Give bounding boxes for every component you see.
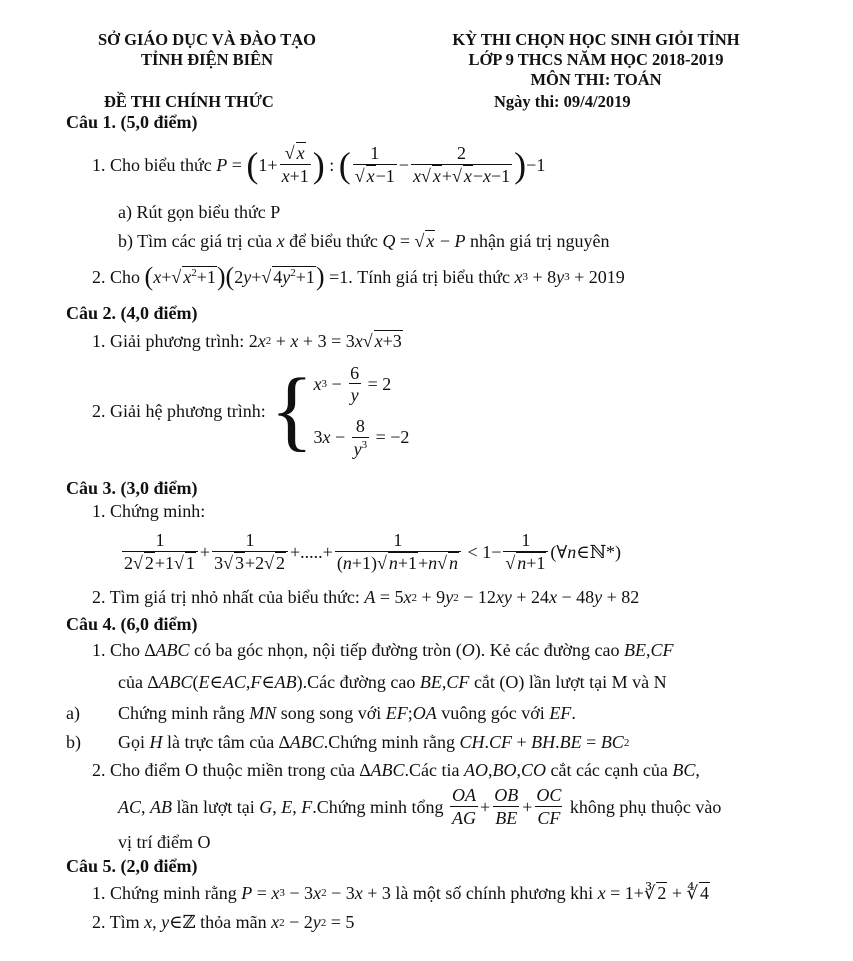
q1-part1b-pre: b) Tìm các giá trị của <box>118 230 273 251</box>
q4-p2-l1c: cắt các cạnh của <box>550 760 668 780</box>
q1-part1: 1. Cho biểu thức P = ( 1+ $\frac{√ x}{x+1}$ ) : ( $\frac{1}{√ x-1}$ − $\frac{2}{x√ x+√ x-x-1}$ ) −1 <box>92 143 546 186</box>
q4-part1a: a) Chứng minh rằng MN song song với EF ; OA vuông góc với EF . <box>66 703 576 723</box>
question-3-title: Câu 3. (3,0 điểm) <box>66 478 198 498</box>
q4-l2b: .Các đường cao <box>302 672 416 692</box>
q4-part2-line2: AC , AB lần lượt tại G , E , F .Chứng minh tổng $\frac{OA}{AG}$ + $\frac{OB}{BE}$ + $\frac{OC}{CF}$ không phụ thuộc vào <box>118 785 722 828</box>
q4-l1: 1. Cho <box>92 640 141 660</box>
q4-a-label: a) <box>66 703 80 723</box>
q4-part2-line1: 2. Cho điểm O thuộc miền trong của ∆ ABC .Các tia AO , BO , CO cắt các cạnh của BC , <box>92 760 700 780</box>
subject: MÔN THI: TOÁN <box>530 70 662 89</box>
q3-part2: 2. Tìm giá trị nhỏ nhất của biểu thức: A = 5 x 2 + 9 y 2 − 12 xy + 24 x − 48 y + 82 <box>92 587 640 607</box>
q4-b-pre: Gọi <box>118 732 145 752</box>
q3-part1-lead: 1. Chứng minh: <box>92 501 206 521</box>
q5-p2-lead: 2. Tìm <box>92 912 140 932</box>
q4-a-pre: Chứng minh rằng <box>118 703 245 723</box>
exam-name: KỲ THI CHỌN HỌC SINH GIỎI TỈNH <box>452 30 740 49</box>
q4-p2-l2c: không phụ thuộc vào <box>569 796 722 817</box>
q5-p2-mid: thỏa mãn <box>200 912 267 932</box>
question-4-title: Câu 4. (6,0 điểm) <box>66 614 198 634</box>
q4-p2-l2b: .Chứng minh tổng <box>312 796 444 817</box>
q4-l2a: của <box>118 672 143 692</box>
q1-part2-lead: 2. Cho <box>92 266 141 287</box>
q4-a-mid: song song với <box>280 703 382 723</box>
header-right <box>396 30 796 90</box>
q4-b-post: .Chứng minh rằng <box>323 732 455 752</box>
department-name: SỞ GIÁO DỤC VÀ ĐÀO TẠO <box>97 30 317 49</box>
q1-part1b: b) Tìm các giá trị của x để biểu thức Q = √ x − P nhận giá trị nguyên <box>118 230 610 251</box>
q1-part2-mid: Tính giá trị biểu thức <box>357 266 510 287</box>
q4-l1b: có ba góc nhọn, nội tiếp đường tròn <box>194 640 452 660</box>
q3-part1-inequality: $\frac{1}{2√ 2+1√ 1}$ + $\frac{1}{3√ 3+2√ 2}$ +.....+ $\frac{1}{(n+1)√ n+1+n√ n}$ < 1− $\frac{1}{√ n+1}$ (∀ n ∈ℕ*) <box>124 530 622 573</box>
q1-part1b-mid: để biểu thức <box>289 230 378 251</box>
q5-part1: 1. Chứng minh rằng P = x 3 − 3 x 2 − 3 x + 3 là một số chính phương khi x = 1+∛ 2 + ∜ 4 <box>92 882 710 903</box>
q4-part1b: b) Gọi H là trực tâm của ∆ ABC .Chứng minh rằng CH . CF + BH . BE = BC 2 <box>66 732 630 752</box>
q4-b-mid: là trực tâm của <box>167 732 275 752</box>
q1-part1-lead: 1. Cho biểu thức <box>92 154 212 175</box>
province-name: TỈNH ĐIỆN BIÊN <box>140 50 274 69</box>
official-label: ĐỀ THI CHÍNH THỨC <box>104 92 274 111</box>
q3-part2-lead: 2. Tìm giá trị nhỏ nhất của biểu thức: <box>92 587 360 607</box>
grade-year: LỚP 9 THCS NĂM HỌC 2018-2019 <box>468 50 724 69</box>
q4-l2c: cắt (O) lần lượt tại M và N <box>473 672 667 692</box>
q4-p2-l1b: .Các tia <box>404 760 460 780</box>
header-left <box>72 30 342 70</box>
q1-part1a: a) Rút gọn biểu thức P <box>118 202 281 222</box>
q4-part1-line1: 1. Cho ∆ ABC có ba góc nhọn, nội tiếp đường tròn ( O ) . Kẻ các đường cao BE , CF <box>92 640 674 660</box>
q4-part2-line3: vị trí điểm O <box>118 832 211 852</box>
q4-b-label: b) <box>66 732 81 752</box>
q4-part1-line2: của ∆ ABC ( E ∈ AC , F ∈ AB ) .Các đường cao BE , CF cắt (O) lần lượt tại M và N <box>118 672 667 692</box>
q1-part2: 2. Cho ( x +√ $x^2+1$ )( 2 y +√ $4y^2+1$ ) =1. Tính giá trị biểu thức x 3 + 8 y 3 + 2019 <box>92 262 625 291</box>
q2-part1: 1. Giải phương trình: 2 x 2 + x + 3 = 3 x √ x+3 <box>92 330 402 351</box>
q4-l1c: . Kẻ các đường cao <box>480 640 620 660</box>
q2-part2: 2. Giải hệ phương trình: { x 3 − $\frac{6}{y}$ = 2 3 x − $\frac{8}{y^3}$ = −2 <box>92 361 410 460</box>
q5-p1-mid: là một số chính phương khi <box>395 882 594 903</box>
q2-part2-lead: 2. Giải hệ phương trình: <box>92 400 266 421</box>
q4-a-post: vuông góc với <box>441 703 545 723</box>
q1-part1b-post: nhận giá trị nguyên <box>470 230 610 251</box>
question-1-title: Câu 1. (5,0 điểm) <box>66 112 198 132</box>
q5-p1-lead: 1. Chứng minh rằng <box>92 882 237 903</box>
question-5-title: Câu 5. (2,0 điểm) <box>66 856 198 876</box>
question-2-title: Câu 2. (4,0 điểm) <box>66 303 198 323</box>
q5-part2: 2. Tìm x , y ∈ℤ thỏa mãn x 2 − 2 y 2 = 5 <box>92 912 355 932</box>
q4-p2-l2a: lần lượt tại <box>176 796 255 817</box>
q4-p2-l1a: 2. Cho điểm O thuộc miền trong của <box>92 760 355 780</box>
q2-part1-lead: 1. Giải phương trình: <box>92 330 245 351</box>
exam-date: Ngày thi: 09/4/2019 <box>494 92 631 111</box>
